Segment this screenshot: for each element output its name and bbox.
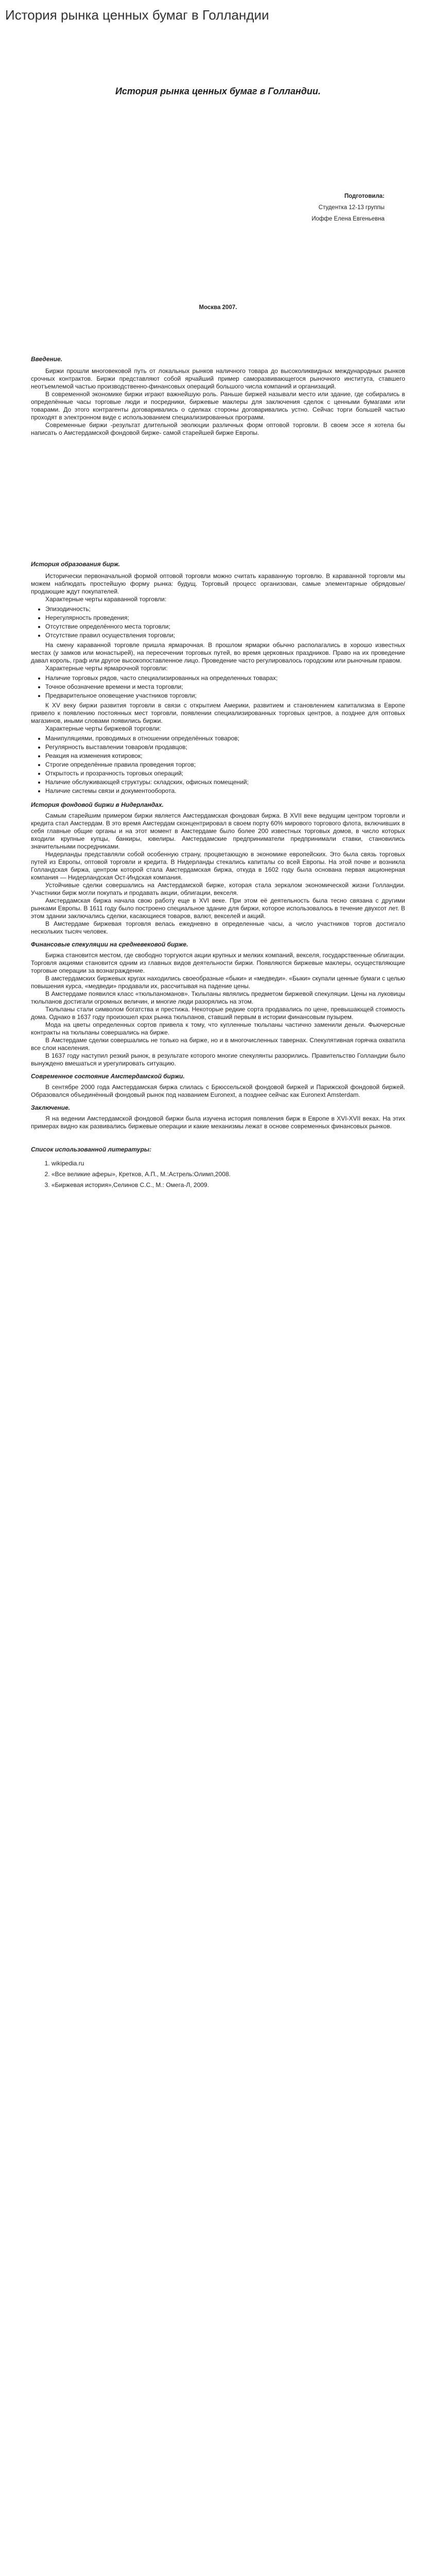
list-item: • Регулярность выставлении товаров/и продавцов; [45,743,405,751]
speculation-paragraph-6: В Амстердаме сделки совершались не только на бирже, но и в многочисленных тавернах. Спекулятивная горячка охватила все слои населения. [31,1037,405,1052]
list-item: • Реакция на изменения котировок; [45,752,405,760]
speculation-paragraph-5: Мода на цветы определенных сортов привела к тому, что купленные тюльпаны частично заменили деньги. Фьючерсные контракты на тюльпаны совершались на бирже. [31,1021,405,1036]
main-text [31,355,405,1195]
city-year: Москва 2007. [199,304,237,311]
netherlands-paragraph-5: В Амстердаме биржевая торговля велась ежедневно в определенные часы, а число участников торгов достигало нескольких тысяч человек. [31,920,405,935]
intro-heading: Введение. [31,355,63,363]
exchange-paragraph: К XV веку биржи развития торговли в связи с открытием Америки, развитием и становлением капитализма в Европе привело к появлению постоянных мест торговли, появлении специализированных торговых центров, а позднее для оптовых магазинов, иными словами появились биржи. [31,702,405,724]
fair-paragraph: На смену караванной торговле пришла ярмарочная. В прошлом ярмарки обычно располагались в хорошо известных местах (у замков или монастырей), на пересечении торговых путей, во время церковных праздников. Право на их проведение давал король, граф или другое высокопоставленное лицо. Проведение часто регулировалось городским или рыночным правом. [31,641,405,664]
list-item: • Точное обозначение времени и места торговли; [45,683,405,691]
list-item: • Эпизодичность; [45,605,405,613]
intro-paragraph-2: В современной экономике биржи играют важнейшую роль. Раньше биржей называли место или здание, где собирались в определённые часы торговые люди и посредники, биржевые маклеры для заключения сделок с ценными бумагами или товарами. До этого контрагенты договаривались о сделках стороны договаривались устно. Сейчас торги большей частью проходят в электронном виде с использованием специализированных программ. [31,391,405,421]
origin-heading: История образования бирж. [31,561,120,568]
caravan-label: Характерные черты караванной торговли: [45,596,167,603]
list-item: • Отсутствие определённого места торговли; [45,623,405,631]
author-name: Иоффе Елена Евгеньевна [311,216,385,222]
conclusion-paragraph: Я на ведении Амстердамской фондовой биржи была изучена история появления бирж в Европе в XVI-XVII веках. На этих примерах видно как развивались биржевые операции и какие механизмы лежат в основе современных финансовых рынков. [31,1115,405,1130]
author-label: Подготовила: [344,193,385,199]
list-item: • Наличие системы связи и документооборота. [45,787,405,795]
intro-paragraph-1: Биржи прошли многовековой путь от локальных рынков наличного товара до высоколиквидных международных рынков срочных контрактов. Биржи представляют собой ярчайший пример саморазвивающегося рыночного института, ставшего неотъемлемой частью производственно-финансовых операций большого числа компаний и организаций. [31,367,405,390]
list-item: • Наличие обслуживающей структуры: складских, офисных помещений; [45,778,405,786]
netherlands-paragraph-3: Устойчивые сделки совершались на Амстердамской бирже, которая стала зеркалом экономической жизни Голландии. Участники бирж могли покупать и продавать акции, облигации, векселя. [31,882,405,896]
intro-paragraph-3: Современные биржи -результат длительной эволюции различных форм оптовой торговли. В своем эссе я хотела бы написать о Амстердамской фондовой бирже- самой старейшей бирже Европы. [31,421,405,436]
list-item: 2. «Все великие аферы», Кретков, А.П., М.:Астрель:Олимп,2008. [51,1171,405,1178]
list-item: • Предварительное оповещение участников торговли; [45,692,405,700]
list-item: 1. wikipedia.ru [51,1160,405,1167]
netherlands-paragraph-4: Амстердамская биржа начала свою работу еще в XVI веке. При этом её деятельность была тесно связана с другими рынками Европы. В 1611 году было построено специальное здание для биржи, которое использовалось в течение двухсот лет. В этом здании заключались сделки, касающиеся товаров, валют, векселей и акций. [31,897,405,920]
speculation-paragraph-7: В 1637 году наступил резкий рынок, в результате которого многие спекулянты разорились. Правительство Голландии было вынуждено вмешаться и урегулировать ситуацию. [31,1052,405,1067]
author-group: Студентка 12-13 группы [318,205,385,211]
netherlands-paragraph-2: Нидерланды представляли собой особенную страну, процветающую в экономике европейских. Это была связь торговых путей из Европы, оптовой торговли и кредита. В Нидерланды стекались капиталы со всей Европы. На этой почве и возникла Голландская биржа, центром которой стала Амстердамская биржа, откуда в 1602 году была основана первая акционерная компания — Нидерландская Ост-Индская компания. [31,851,405,881]
exchange-list [31,735,405,795]
speculation-heading: Финансовые спекуляции на средневековой бирже. [31,941,188,948]
speculation-paragraph-2: В амстердамских биржевых кругах находились своеобразные «быки» и «медведи». «Быки» скупали ценные бумаги с целью повышения курса, «медведи» продавали их, рассчитывая на падение цены. [31,975,405,990]
speculation-paragraph-3: В Амстердаме появился класс «тюльпаноманов». Тюльпаны являлись предметом биржевой спекуляции. Цены на луковицы тюльпанов достигали огромных величин, и многие люди разорялись на этом. [31,990,405,1005]
fair-list [31,674,405,700]
fair-label: Характерные черты ярмарочной торговли: [45,665,168,672]
modern-paragraph: В сентябре 2000 года Амстердамская биржа слилась с Брюссельской фондовой биржей и Парижской фондовой биржей. Образовался объединённый фондовый рынок под названием Euronext, а позднее сейчас как Euronext Amsterdam. [31,1083,405,1098]
list-item: • Открытость и прозрачность торговых операций; [45,770,405,777]
list-item: • Наличие торговых рядов, часто специализированных на определенных товарах; [45,674,405,682]
references-heading: Список использованной литературы: [31,1146,152,1153]
exchange-label: Характерные черты биржевой торговли: [45,725,161,732]
references-list [31,1160,405,1189]
list-item: • Строгие определённые правила проведения торгов; [45,761,405,769]
list-item: • Манипуляциями, проводимых в отношении определённых товаров; [45,735,405,742]
conclusion-heading: Заключение. [31,1104,71,1111]
document-title: История рынка ценных бумаг в Голландии. [115,86,321,96]
author-block [311,191,385,225]
list-item: 3. «Биржевая история»,Селинов С.С., М.: Омега-Л, 2009. [51,1181,405,1189]
speculation-paragraph-1: Биржа становится местом, где свободно торгуются акции крупных и мелких компаний, векселя, государственные облигации. Торговля акциями становится одним из главных видов деятельности биржи. Появляются биржевые маклеры, осуществляющие торговые операции за вознаграждение. [31,952,405,974]
list-item: • Отсутствие правил осуществления торговли; [45,632,405,639]
site-title: История рынка ценных бумаг в Голландии [5,7,269,23]
modern-heading: Современное состояние Амстердамской биржи. [31,1073,185,1080]
list-item: • Нерегулярность проведения; [45,614,405,622]
netherlands-paragraph-1: Самым старейшим примером биржи является Амстердамская фондовая биржа. В XVII веке ведущим центром торговли и кредита стал Амстердам. В это время Амстердам сконцентрировал в своем порту 60% мирового торгового флота, включивших в себя главные общие органы и на этот момент в Амстердаме было более 200 известных торговых домов, в число которых входили крупные купцы, банкиры, ювелиры. Амстердамские предприниматели предпринимали ставки, становились значительными посредниками. [31,812,405,850]
caravan-list [31,605,405,639]
origin-paragraph: Исторически первоначальной формой оптовой торговли можно считать караванную торговлю. В караванной торговли мы можем наблюдать простейшую форму рынка: будущ. Торговый процесс организован, самые элементарные обрядовые/продающие ждут покупателей. [31,572,405,595]
speculation-paragraph-4: Тюльпаны стали символом богатства и престижа. Некоторые редкие сорта продавались по цене, превышающей стоимость дома. Однако в 1637 году произошел крах рынка тюльпанов, ставший первым в истории финансовым пузырем. [31,1006,405,1021]
netherlands-heading: История фондовой биржи в Нидерландах. [31,801,164,808]
